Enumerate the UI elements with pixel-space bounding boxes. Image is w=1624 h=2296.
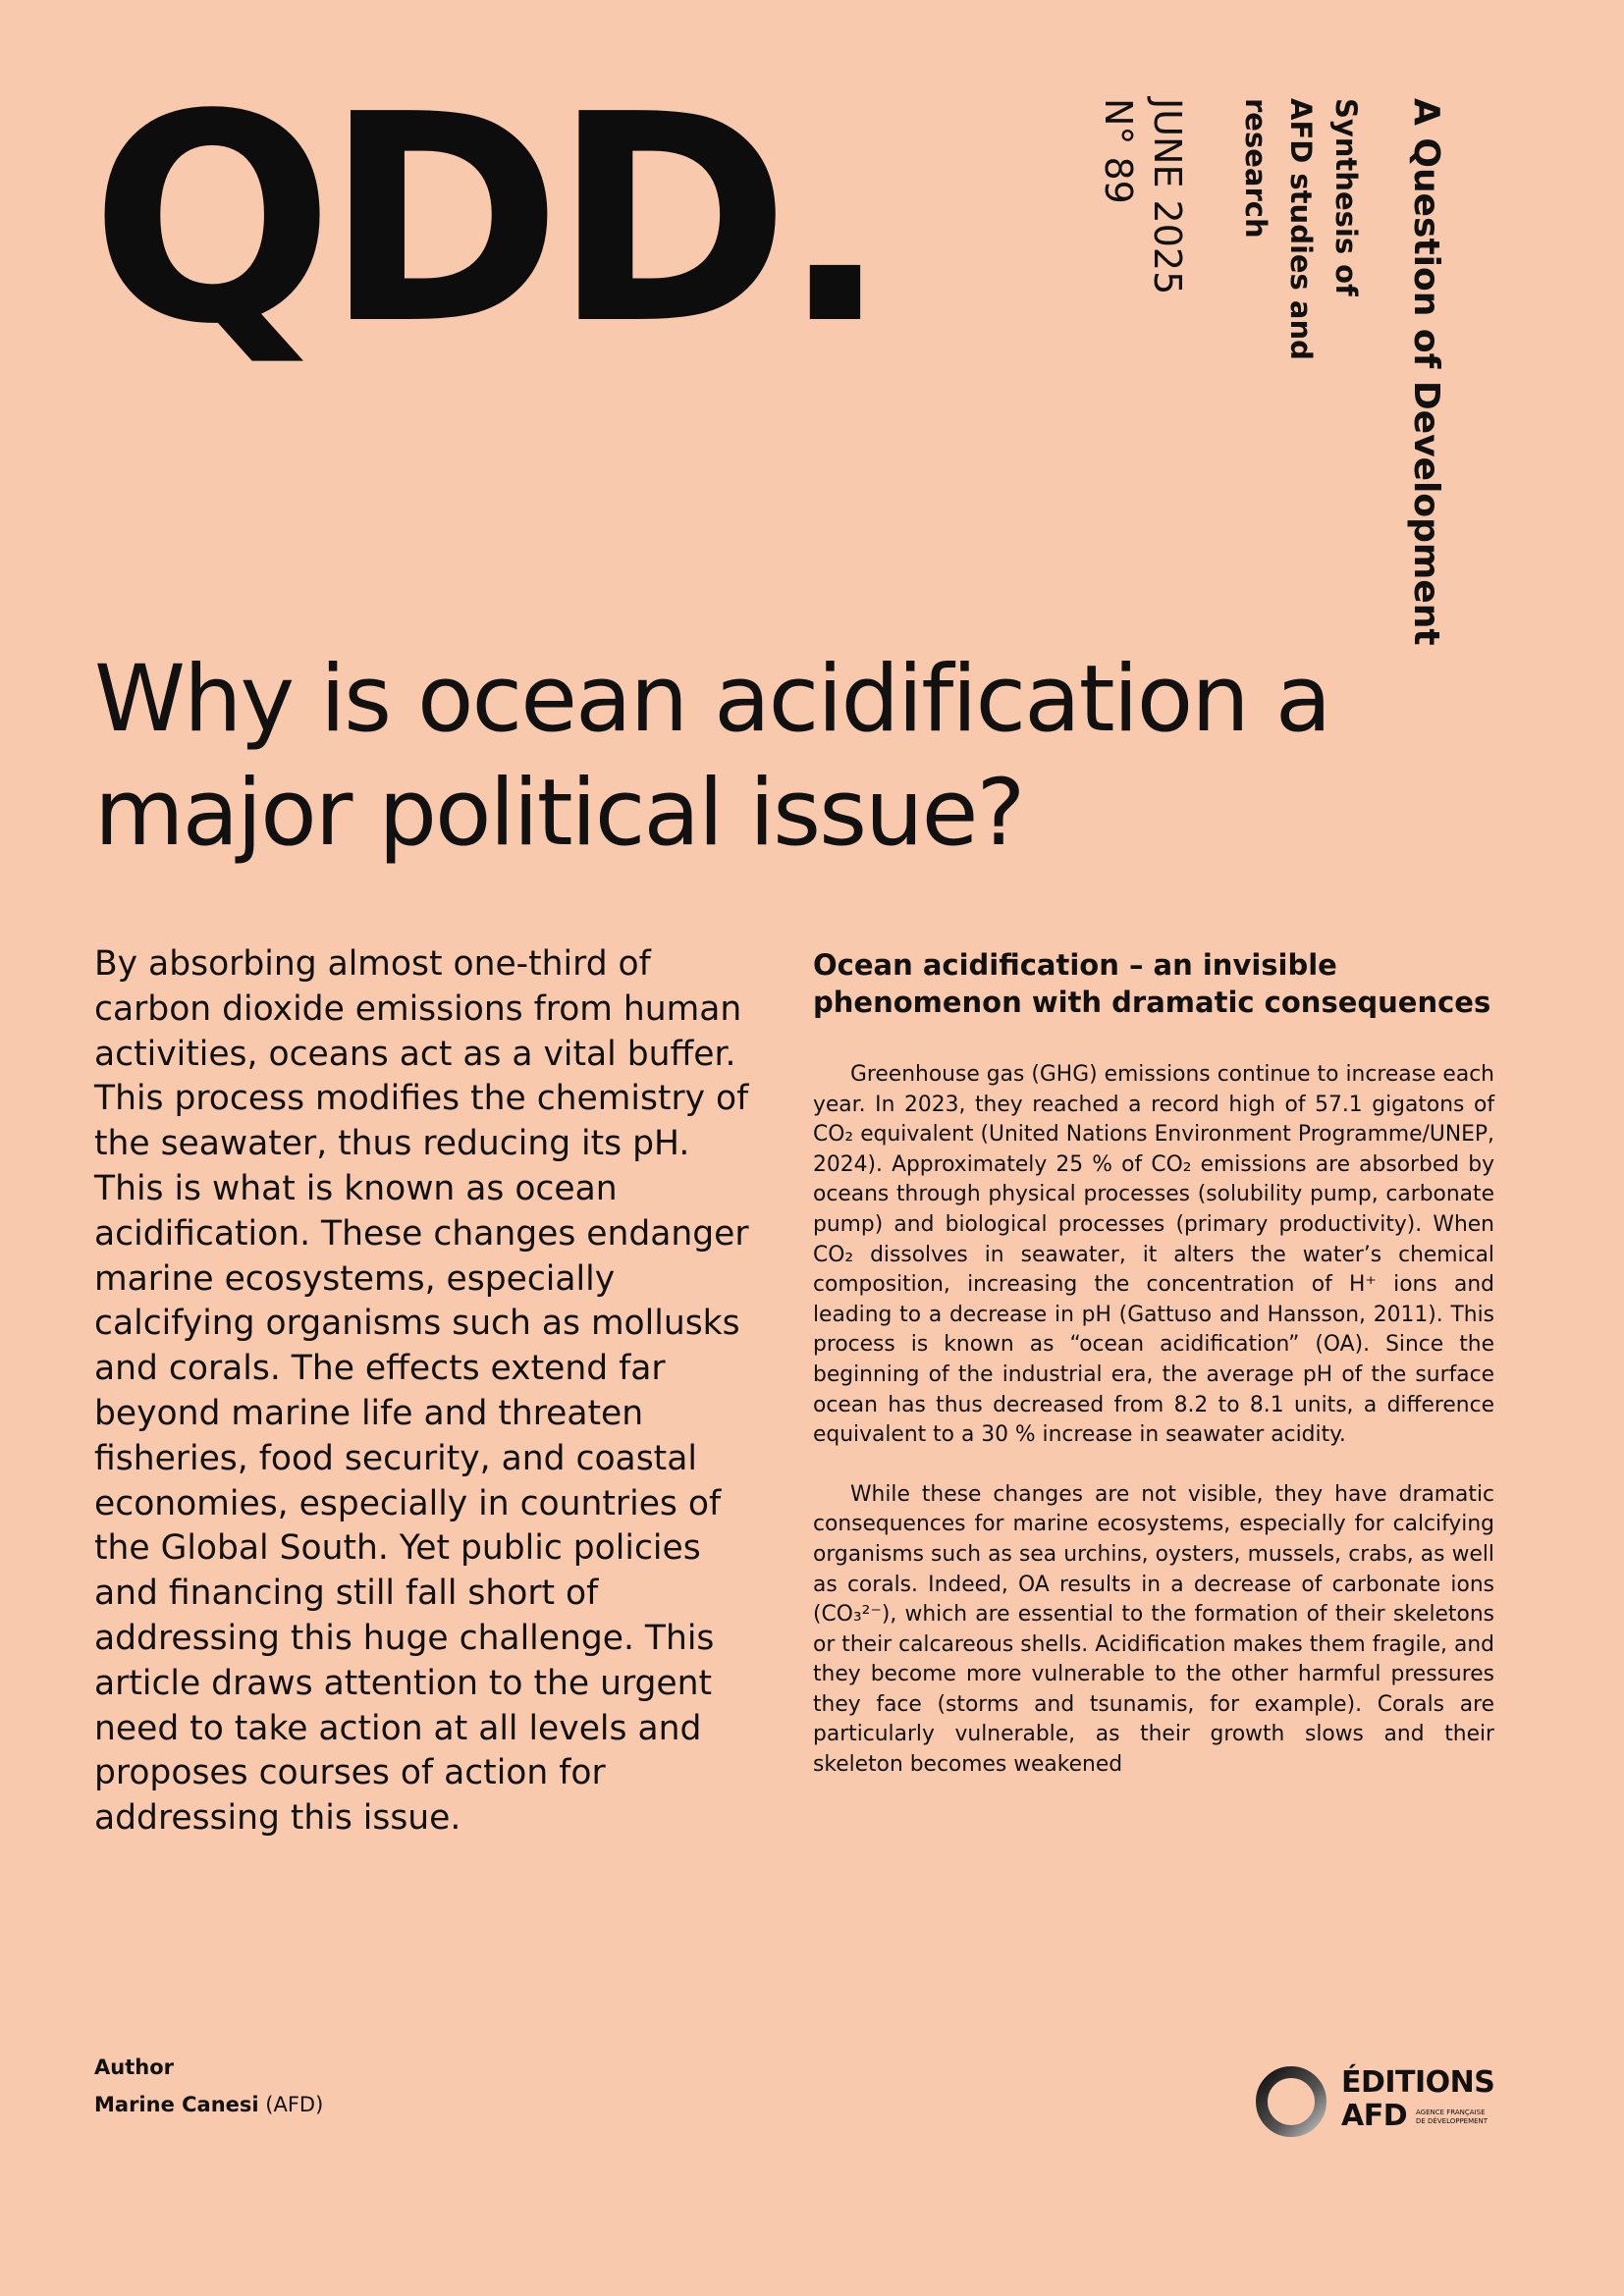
author-line: [94, 2093, 323, 2116]
series-subtitle: [1233, 98, 1369, 360]
publisher-line2: AFD: [1341, 2099, 1408, 2133]
author-affiliation: (AFD): [265, 2093, 324, 2116]
series-title: A Question of Development: [1406, 98, 1446, 646]
publisher-line1: ÉDITIONS: [1341, 2065, 1495, 2100]
body-paragraph-2: While these changes are not visible, they have dramatic consequences for marine ecosystems, especially for calcifying organisms such as sea urchins, oysters, mussels, crabs, as well as corals. Indeed, OA results in a decrease of carbonate ions (CO₃²⁻), which are essential to the formation of their skeletons or their calcareous shells. Acidification makes them fragile, and they become more vulnerable to the other harmful pressures they face (storms and tsunamis, for example). Corals are particularly vulnerable, as their growth slows and their skeleton becomes weakened: [813, 1481, 1494, 1778]
publisher-small: AGENCE FRANÇAISE DE DÉVELOPPEMENT: [1416, 2109, 1489, 2125]
editions-afd-logo: [1253, 2061, 1508, 2140]
article-title: Why is ocean acidification a major political issue?: [94, 646, 1330, 867]
ring-icon: [1253, 2063, 1329, 2140]
series-subtitle-line3: research: [1239, 98, 1272, 239]
section-heading: Ocean acidification – an invisible phenomenon with dramatic consequences: [813, 948, 1491, 1019]
author-label: Author: [94, 2056, 174, 2079]
author-name: Marine Canesi: [94, 2093, 259, 2116]
series-subtitle-line2: AFD studies and: [1284, 98, 1318, 360]
article-abstract: By absorbing almost one-third of carbon dioxide emissions from human activities, oceans act as a vital buffer. This process modifies the chemistry of the seawater, thus reducing its pH. This is what is known as ocean acidification. These changes endanger marine ecosystems, especially calcifying organisms such as mollusks and corals. The effects extend far beyond marine life and threaten fisheries, food security, and coastal economies, especially in countries of the Global South. Yet public policies and financing still fall short of addressing this huge challenge. This article draws attention to the urgent need to take action at all levels and proposes courses of action for addressing this issue.: [94, 944, 749, 1839]
body-column: [813, 946, 1494, 1810]
series-subtitle-line1: Synthesis of: [1329, 98, 1363, 296]
qdd-logo: QDD.: [90, 53, 880, 387]
issue-info: [1094, 98, 1192, 294]
issue-date: JUNE 2025: [1146, 98, 1189, 295]
issue-number: N° 89: [1097, 98, 1140, 204]
body-paragraph-1: Greenhouse gas (GHG) emissions continue to increase each year. In 2023, they reached a record high of 57.1 gigatons of CO₂ equivalent (United Nations Environment Programme/UNEP, 2024). Approximately 25 % of CO₂ emissions are absorbed by oceans through physical processes (solubility pump, carbonate pump) and biological processes (primary productivity). When CO₂ dissolves in seawater, it alters the water’s chemical composition, increasing the concentration of H⁺ ions and leading to a decrease in pH (Gattuso and Hansson, 2011). This process is known as “ocean acidification” (OA). Since the beginning of the industrial era, the average pH of the surface ocean has thus decreased from 8.2 to 8.1 units, a difference equivalent to a 30 % increase in seawater acidity.: [813, 1062, 1494, 1448]
